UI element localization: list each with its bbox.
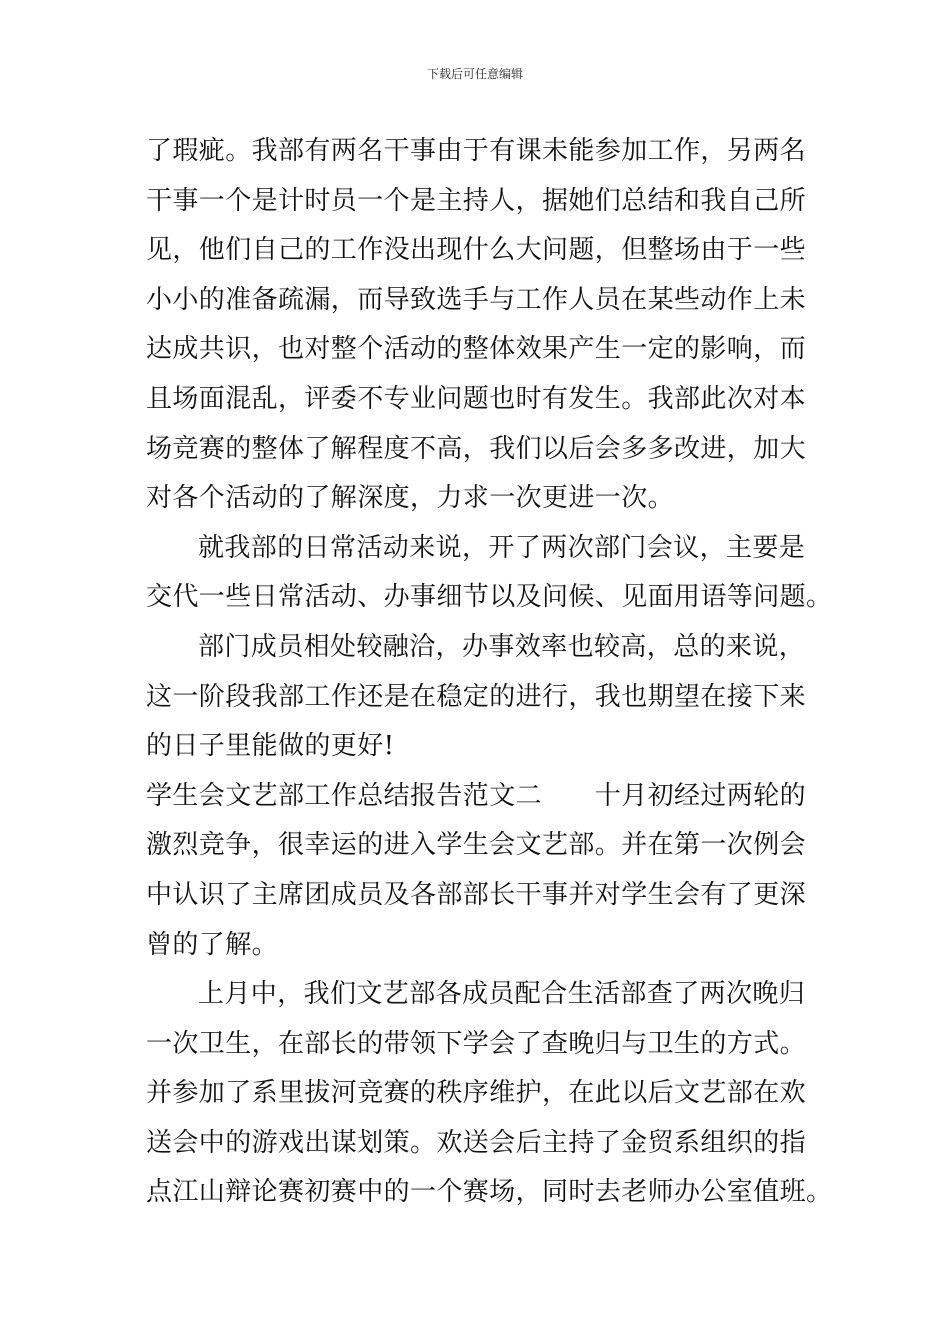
text-line: 这一阶段我部工作还是在稳定的进行，我也期望在接下来 — [146, 681, 807, 712]
section-title-line: 学生会文艺部工作总结报告范文二 十月初经过两轮的 — [146, 780, 807, 811]
text-line: 激烈竞争，很幸运的进入学生会文艺部。并在第一次例会 — [146, 830, 807, 861]
paragraph-first-line: 上月中，我们文艺部各成员配合生活部查了两次晚归 — [198, 979, 806, 1010]
text-line: 交代一些日常活动、办事细节以及问候、见面用语等问题。 — [146, 582, 833, 613]
text-line: 点江山辩论赛初赛中的一个赛场，同时去老师办公室值班。 — [146, 1177, 833, 1208]
text-line: 曾的了解。 — [146, 929, 279, 960]
paragraph-first-line: 部门成员相处较融洽，办事效率也较高，总的来说， — [198, 631, 806, 662]
text-line: 干事一个是计时员一个是主持人，据她们总结和我自己所 — [146, 185, 807, 216]
text-line: 的日子里能做的更好! — [146, 731, 395, 762]
text-line: 了瑕疵。我部有两名干事由于有课未能参加工作，另两名 — [146, 136, 807, 166]
document-body — [146, 127, 833, 1218]
paragraph-first-line: 就我部的日常活动来说，开了两次部门会议，主要是 — [198, 532, 806, 563]
text-line: 并参加了系里拔河竞赛的秩序维护，在此以后文艺部在欢 — [146, 1078, 807, 1109]
text-line: 送会中的游戏出谋划策。欢送会后主持了金贸系组织的指 — [146, 1127, 807, 1158]
text-line: 中认识了主席团成员及各部部长干事并对学生会有了更深 — [146, 879, 807, 910]
text-line: 且场面混乱，评委不专业问题也时有发生。我部此次对本 — [146, 383, 807, 414]
text-line: 达成共识，也对整个活动的整体效果产生一定的影响，而 — [146, 334, 807, 365]
text-line: 小小的准备疏漏，而导致选手与工作人员在某些动作上未 — [146, 284, 807, 315]
header-note: 下载后可任意编辑 — [426, 67, 523, 81]
text-line: 对各个活动的了解深度，力求一次更进一次。 — [146, 483, 675, 514]
text-line: 场竞赛的整体了解程度不高，我们以后会多多改进，加大 — [146, 433, 807, 464]
text-line: 一次卫生，在部长的带领下学会了查晚归与卫生的方式。 — [146, 1028, 807, 1059]
text-line: 见，他们自己的工作没出现什么大问题，但整场由于一些 — [146, 235, 807, 266]
